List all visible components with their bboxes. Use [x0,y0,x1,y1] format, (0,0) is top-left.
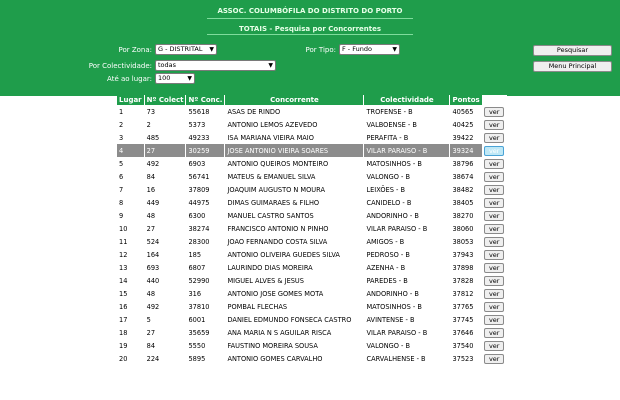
cell-colect: 164 [144,248,186,261]
cell-ver [482,248,506,261]
cell-colectividade: PERAFITA - B [364,131,450,144]
cell-conc: 5373 [186,118,225,131]
cell-colectividade: PEDROSO - B [364,248,450,261]
page-title: ASSOC. COLUMBÓFILA DO DISTRITO DO PORTO [217,7,403,15]
chevron-down-icon: ▼ [392,46,397,53]
cell-colect: 524 [144,235,186,248]
cell-colectividade: MATOSINHOS - B [364,300,450,313]
ver-button[interactable]: ver [484,250,504,260]
cell-colect: 27 [144,144,186,157]
cell-pontos: 37523 [450,352,482,365]
column-header-colectividade: Colectividade [364,95,450,105]
cell-ver [482,183,506,196]
table-row [117,222,506,235]
cell-colect: 449 [144,196,186,209]
page-subtitle: TOTAIS - Pesquisa por Concorrentes [238,25,382,33]
cell-colect: 73 [144,105,186,118]
cell-colectividade: VILAR PARAISO - B [364,326,450,339]
cell-concorrente: LAURINDO DIAS MOREIRA [225,261,364,274]
cell-pontos: 37765 [450,300,482,313]
tipo-select[interactable] [339,44,400,55]
cell-colectividade: AVINTENSE - B [364,313,450,326]
table-row [117,248,506,261]
menu-principal-button[interactable]: Menu Principal [533,61,612,72]
cell-colectividade: MATOSINHOS - B [364,157,450,170]
lugar-select[interactable] [155,73,195,84]
ver-button[interactable]: ver [484,107,504,117]
cell-colectividade: VALONGO - B [364,170,450,183]
cell-lugar: 1 [117,105,144,118]
cell-colectividade: TROFENSE - B [364,105,450,118]
cell-ver [482,287,506,300]
ver-button[interactable]: ver [484,341,504,351]
cell-conc: 49233 [186,131,225,144]
table-row [117,300,506,313]
cell-lugar: 15 [117,287,144,300]
cell-pontos: 37540 [450,339,482,352]
cell-pontos: 39422 [450,131,482,144]
cell-concorrente: ANTONIO JOSE GOMES MOTA [225,287,364,300]
header-banner [0,0,620,96]
cell-ver [482,326,506,339]
table-row [117,261,506,274]
table-row [117,170,506,183]
ver-button[interactable]: ver [484,120,504,130]
tipo-select-value: F - Fundo [342,45,372,53]
column-header-ver [482,95,506,105]
cell-conc: 55618 [186,105,225,118]
table-row [117,105,506,118]
cell-concorrente: JOAO FERNANDO COSTA SILVA [225,235,364,248]
cell-colectividade: CARVALHENSE - B [364,352,450,365]
cell-ver [482,235,506,248]
cell-lugar: 2 [117,118,144,131]
ver-button[interactable]: ver [484,328,504,338]
cell-conc: 5550 [186,339,225,352]
subtitle-underline [207,34,413,35]
cell-lugar: 17 [117,313,144,326]
cell-ver [482,339,506,352]
table-row [117,287,506,300]
cell-lugar: 7 [117,183,144,196]
cell-colectividade: PAREDES - B [364,274,450,287]
cell-concorrente: ANA MARIA N S AGUILAR RISCA [225,326,364,339]
cell-colect: 440 [144,274,186,287]
cell-conc: 37810 [186,300,225,313]
cell-colectividade: CANIDELO - B [364,196,450,209]
cell-lugar: 20 [117,352,144,365]
ver-button[interactable]: ver [484,315,504,325]
cell-concorrente: DIMAS GUIMARAES & FILHO [225,196,364,209]
cell-conc: 38274 [186,222,225,235]
cell-conc: 37809 [186,183,225,196]
table-row [117,209,506,222]
ver-button[interactable]: ver [484,237,504,247]
cell-concorrente: ANTONIO LEMOS AZEVEDO [225,118,364,131]
table-row [117,274,506,287]
cell-concorrente: FRANCISCO ANTONIO N PINHO [225,222,364,235]
column-header-pontos: Pontos [450,95,482,105]
cell-concorrente: JOAQUIM AUGUSTO N MOURA [225,183,364,196]
cell-concorrente: MATEUS & EMANUEL SILVA [225,170,364,183]
cell-pontos: 37812 [450,287,482,300]
cell-colectividade: VILAR PARAISO - B [364,222,450,235]
cell-lugar: 16 [117,300,144,313]
cell-colectividade: VILAR PARAISO - B [364,144,450,157]
cell-colect: 48 [144,209,186,222]
ver-button[interactable]: ver [484,263,504,273]
cell-ver [482,274,506,287]
table-row [117,196,506,209]
cell-lugar: 12 [117,248,144,261]
cell-lugar: 6 [117,170,144,183]
cell-colectividade: ANDORINHO - B [364,287,450,300]
table-body [117,105,506,365]
cell-pontos: 37745 [450,313,482,326]
cell-pontos: 37943 [450,248,482,261]
colectividade-select[interactable] [155,60,276,71]
ver-button[interactable]: ver [484,146,504,156]
cell-ver [482,196,506,209]
cell-lugar: 14 [117,274,144,287]
cell-colect: 485 [144,131,186,144]
table-row [117,352,506,365]
zona-label: Por Zona: [118,46,152,54]
cell-pontos: 37898 [450,261,482,274]
cell-ver [482,300,506,313]
cell-lugar: 10 [117,222,144,235]
table-row [117,339,506,352]
ver-button[interactable]: ver [484,302,504,312]
cell-ver [482,105,506,118]
cell-concorrente: ISA MARIANA VIEIRA MAIO [225,131,364,144]
ver-button[interactable]: ver [484,198,504,208]
lugar-select-value: 100 [158,74,171,82]
chevron-down-icon: ▼ [268,62,273,69]
cell-conc: 30259 [186,144,225,157]
cell-conc: 35659 [186,326,225,339]
title-underline [207,18,413,19]
ver-button[interactable]: ver [484,172,504,182]
table-row [117,144,506,157]
cell-concorrente: ANTONIO GOMES CARVALHO [225,352,364,365]
cell-colect: 84 [144,339,186,352]
cell-colectividade: AZENHA - B [364,261,450,274]
cell-lugar: 13 [117,261,144,274]
cell-conc: 6903 [186,157,225,170]
ver-button[interactable]: ver [484,289,504,299]
table-row [117,235,506,248]
cell-ver [482,261,506,274]
ver-button[interactable]: ver [484,276,504,286]
cell-lugar: 5 [117,157,144,170]
cell-concorrente: MIGUEL ALVES & JESUS [225,274,364,287]
cell-colectividade: VALONGO - B [364,339,450,352]
cell-concorrente: DANIEL EDMUNDO FONSECA CASTRO [225,313,364,326]
table-row [117,118,506,131]
cell-ver [482,170,506,183]
cell-colect: 224 [144,352,186,365]
colectividade-label: Por Colectividade: [88,62,152,70]
cell-colect: 84 [144,170,186,183]
column-header-concorrente: Concorrente [225,95,364,105]
cell-colect: 492 [144,157,186,170]
ver-button[interactable]: ver [484,224,504,234]
cell-colect: 5 [144,313,186,326]
cell-colect: 2 [144,118,186,131]
cell-ver [482,144,506,157]
cell-lugar: 18 [117,326,144,339]
cell-colectividade: ANDORINHO - B [364,209,450,222]
cell-conc: 316 [186,287,225,300]
table-row [117,183,506,196]
column-header-lugar: Lugar [117,95,144,105]
cell-ver [482,352,506,365]
cell-conc: 56741 [186,170,225,183]
cell-colect: 27 [144,222,186,235]
cell-pontos: 38270 [450,209,482,222]
cell-lugar: 11 [117,235,144,248]
cell-conc: 185 [186,248,225,261]
cell-concorrente: ANTONIO OLIVEIRA GUEDES SILVA [225,248,364,261]
cell-concorrente: ASAS DE RINDO [225,105,364,118]
ver-button[interactable]: ver [484,133,504,143]
table-row [117,326,506,339]
cell-ver [482,313,506,326]
column-header-conc: Nº Conc. [186,95,225,105]
cell-lugar: 8 [117,196,144,209]
cell-pontos: 40425 [450,118,482,131]
cell-pontos: 38796 [450,157,482,170]
cell-conc: 6807 [186,261,225,274]
cell-conc: 52990 [186,274,225,287]
cell-colectividade: AMIGOS - B [364,235,450,248]
cell-pontos: 40565 [450,105,482,118]
cell-conc: 6300 [186,209,225,222]
cell-colect: 693 [144,261,186,274]
column-header-colect: Nº Colect [144,95,186,105]
cell-colect: 16 [144,183,186,196]
cell-colectividade: VALBOENSE - B [364,118,450,131]
results-table [117,95,507,365]
cell-conc: 28300 [186,235,225,248]
cell-ver [482,118,506,131]
cell-concorrente: MANUEL CASTRO SANTOS [225,209,364,222]
cell-pontos: 38405 [450,196,482,209]
cell-colectividade: LEIXÕES - B [364,183,450,196]
cell-lugar: 4 [117,144,144,157]
cell-colect: 27 [144,326,186,339]
cell-concorrente: POMBAL FLECHAS [225,300,364,313]
chevron-down-icon: ▼ [187,75,192,82]
cell-ver [482,157,506,170]
chevron-down-icon: ▼ [209,46,214,53]
lugar-label: Até ao lugar: [107,75,152,83]
ver-button[interactable]: ver [484,159,504,169]
cell-ver [482,209,506,222]
cell-lugar: 9 [117,209,144,222]
cell-pontos: 37646 [450,326,482,339]
cell-ver [482,131,506,144]
colectividade-select-value: todas [158,61,177,69]
zona-select[interactable] [155,44,217,55]
ver-button[interactable]: ver [484,185,504,195]
tipo-label: Por Tipo: [305,46,336,54]
cell-conc: 5895 [186,352,225,365]
cell-conc: 44975 [186,196,225,209]
zona-select-value: G - DISTRITAL [158,45,203,53]
table-row [117,131,506,144]
cell-pontos: 37828 [450,274,482,287]
cell-concorrente: JOSE ANTONIO VIEIRA SOARES [225,144,364,157]
cell-pontos: 39324 [450,144,482,157]
cell-conc: 6001 [186,313,225,326]
cell-ver [482,222,506,235]
cell-pontos: 38482 [450,183,482,196]
table-row [117,313,506,326]
cell-lugar: 3 [117,131,144,144]
cell-pontos: 38674 [450,170,482,183]
cell-colect: 48 [144,287,186,300]
pesquisar-button[interactable]: Pesquisar [533,45,612,56]
ver-button[interactable]: ver [484,211,504,221]
cell-lugar: 19 [117,339,144,352]
cell-pontos: 38060 [450,222,482,235]
cell-colect: 492 [144,300,186,313]
table-header-row [117,95,506,105]
cell-concorrente: ANTONIO QUEIROS MONTEIRO [225,157,364,170]
ver-button[interactable]: ver [484,354,504,364]
cell-pontos: 38053 [450,235,482,248]
cell-concorrente: FAUSTINO MOREIRA SOUSA [225,339,364,352]
table-row [117,157,506,170]
